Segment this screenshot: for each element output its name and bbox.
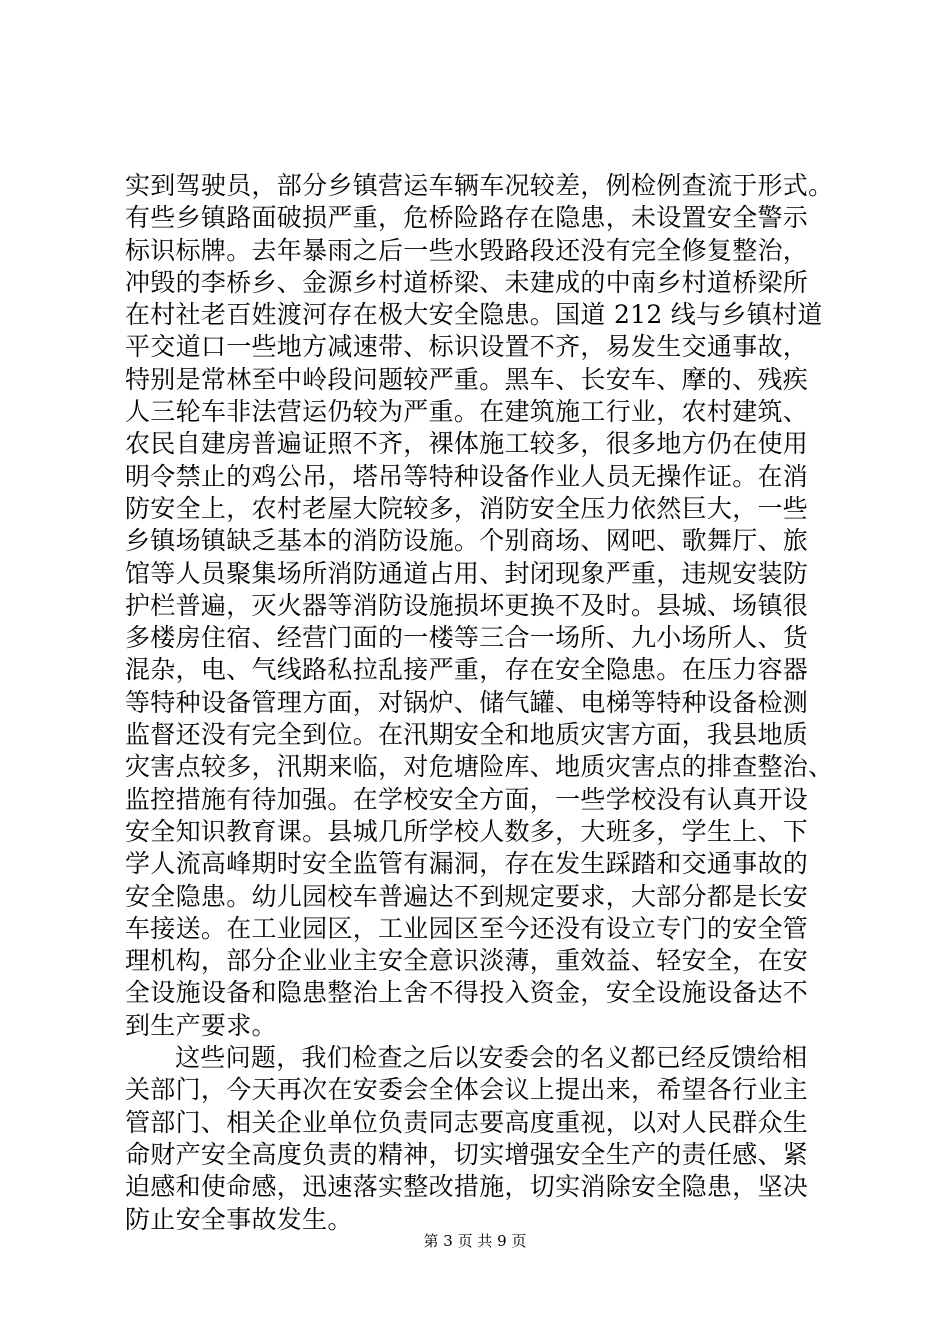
text-line: 全设施设备和隐患整治上舍不得投入资金，安全设施设备达不 bbox=[125, 978, 809, 1008]
text-line: 乡镇场镇缺乏基本的消防设施。个别商场、网吧、歌舞厅、旅 bbox=[125, 526, 809, 556]
text-line: 安全隐患。幼儿园校车普遍达不到规定要求，大部分都是长安 bbox=[125, 881, 809, 911]
text-line: 冲毁的李桥乡、金源乡村道桥梁、未建成的中南乡村道桥梁所 bbox=[125, 267, 809, 297]
text-line: 车接送。在工业园区，工业园区至今还没有设立专门的安全管 bbox=[125, 913, 809, 943]
text-line: 混杂，电、气线路私拉乱接严重，存在安全隐患。在压力容器 bbox=[125, 655, 809, 685]
text-line: 监督还没有完全到位。在汛期安全和地质灾害方面，我县地质 bbox=[125, 720, 809, 750]
page-number-footer: 第 3 页 共 9 页 bbox=[423, 1232, 527, 1250]
paragraph-2 bbox=[125, 1042, 831, 1236]
text-line: 防安全上，农村老屋大院较多，消防安全压力依然巨大，一些 bbox=[125, 493, 809, 523]
text-line: 等特种设备管理方面，对锅炉、储气罐、电梯等特种设备检测 bbox=[125, 687, 809, 717]
text-line: 护栏普遍，灭火器等消防设施损坏更换不及时。县城、场镇很 bbox=[125, 590, 809, 620]
text-line: 多楼房住宿、经营门面的一楼等三合一场所、九小场所人、货 bbox=[125, 623, 809, 653]
text-line: 理机构，部分企业业主安全意识淡薄，重效益、轻安全，在安 bbox=[125, 946, 809, 976]
text-line: 有些乡镇路面破损严重，危桥险路存在隐患，未设置安全警示 bbox=[125, 203, 809, 233]
text-line: 到生产要求。 bbox=[125, 1010, 277, 1040]
text-line: 关部门，今天再次在安委会全体会议上提出来，希望各行业主 bbox=[125, 1075, 809, 1105]
text-line: 迫感和使命感，迅速落实整改措施，切实消除安全隐患，坚决 bbox=[125, 1172, 809, 1202]
text-line: 这些问题，我们检查之后以安委会的名义都已经反馈给相 bbox=[175, 1043, 808, 1073]
text-line: 在村社老百姓渡河存在极大安全隐患。国道 212 线与乡镇村道 bbox=[125, 300, 823, 330]
text-line: 标识标牌。去年暴雨之后一些水毁路段还没有完全修复整治， bbox=[125, 235, 809, 265]
text-line: 人三轮车非法营运仍较为严重。在建筑施工行业，农村建筑、 bbox=[125, 397, 809, 427]
text-line: 防止安全事故发生。 bbox=[125, 1204, 353, 1234]
text-line: 命财产安全高度负责的精神，切实增强安全生产的责任感、紧 bbox=[125, 1139, 809, 1169]
text-line: 实到驾驶员，部分乡镇营运车辆车况较差，例检例查流于形式。 bbox=[125, 171, 834, 200]
text-line: 馆等人员聚集场所消防通道占用、封闭现象严重，违规安装防 bbox=[125, 558, 809, 588]
text-line: 安全知识教育课。县城几所学校人数多，大班多，学生上、下 bbox=[125, 816, 809, 846]
text-line: 管部门、相关企业单位负责同志要高度重视，以对人民群众生 bbox=[125, 1107, 809, 1137]
body-text bbox=[125, 170, 834, 1236]
text-line: 灾害点较多，汛期来临，对危塘险库、地质灾害点的排查整治、 bbox=[125, 752, 834, 782]
text-line: 学人流高峰期时安全监管有漏洞，存在发生踩踏和交通事故的 bbox=[125, 849, 809, 879]
text-line: 平交道口一些地方减速带、标识设置不齐，易发生交通事故， bbox=[125, 332, 809, 362]
text-line: 特别是常林至中岭段问题较严重。黑车、长安车、摩的、残疾 bbox=[125, 364, 809, 394]
text-line: 明令禁止的鸡公吊，塔吊等特种设备作业人员无操作证。在消 bbox=[125, 461, 809, 491]
text-line: 监控措施有待加强。在学校安全方面，一些学校没有认真开设 bbox=[125, 784, 809, 814]
paragraph-1 bbox=[125, 170, 834, 1042]
text-line: 农民自建房普遍证照不齐，裸体施工较多，很多地方仍在使用 bbox=[125, 429, 809, 459]
